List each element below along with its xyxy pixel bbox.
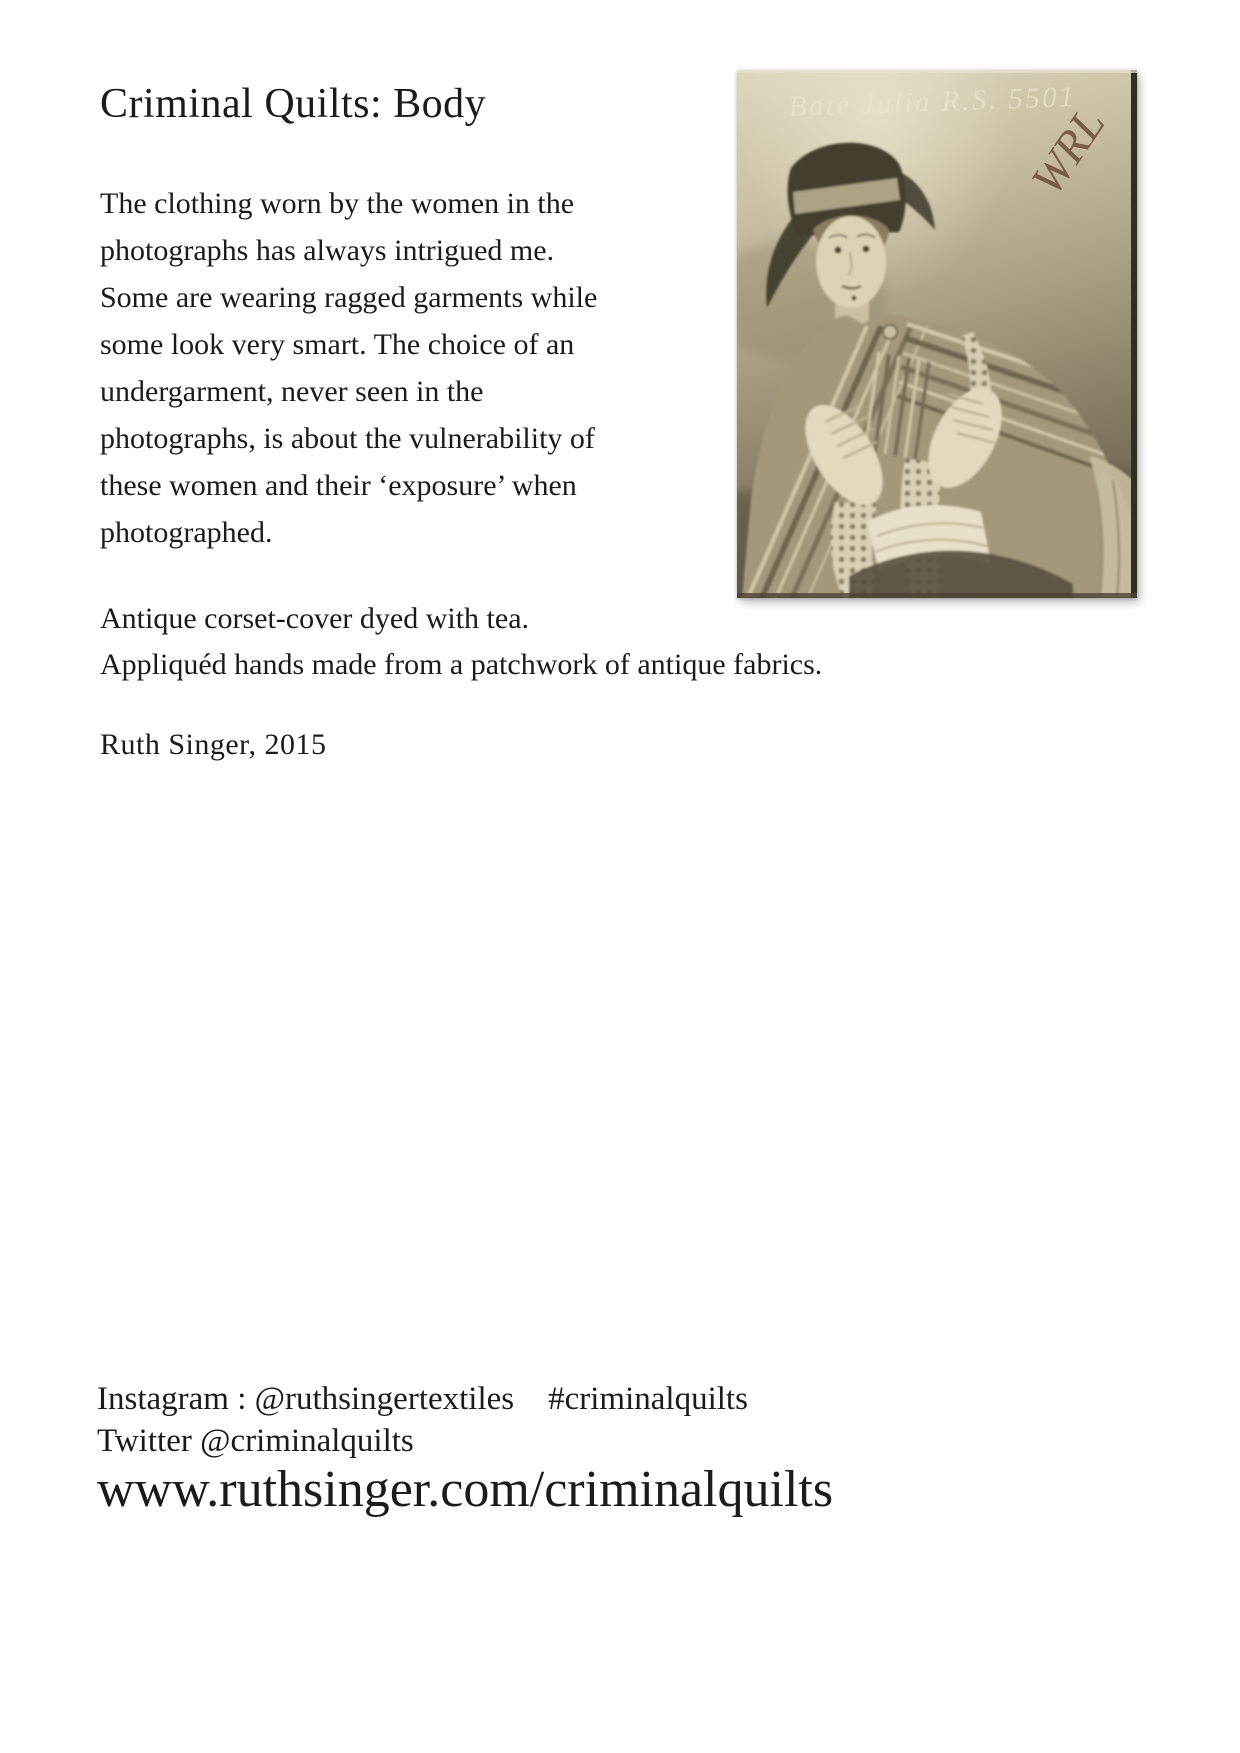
paragraph-line: undergarment, never seen in the	[100, 375, 484, 408]
photo-handwritten-label: Bate Julia R.S. 5501	[788, 80, 1077, 123]
footer-social	[97, 1378, 748, 1462]
brooch	[883, 325, 897, 339]
caption-line: Appliquéd hands made from a patchwork of antique fabrics.	[100, 648, 823, 681]
page-title: Criminal Quilts: Body	[100, 81, 487, 127]
hashtag: #criminalquilts	[548, 1381, 748, 1417]
paragraph-line: The clothing worn by the women in the	[100, 187, 575, 220]
vintage-photograph	[737, 70, 1137, 598]
caption-line: Antique corset-cover dyed with tea.	[100, 602, 530, 635]
intro-paragraph	[100, 180, 740, 556]
website-url: www.ruthsinger.com/criminalquilts	[97, 1461, 834, 1518]
paragraph-line: some look very smart. The choice of an	[100, 328, 575, 361]
paragraph-line: photographs has always intrigued me.	[100, 234, 555, 267]
twitter-line: Twitter @criminalquilts	[97, 1423, 414, 1459]
photo-initials: WRL	[1021, 98, 1115, 204]
paragraph-line: Some are wearing ragged garments while	[100, 281, 598, 314]
photo-illustration	[737, 70, 1137, 598]
instagram-handle: Instagram : @ruthsingertextiles	[97, 1381, 515, 1417]
byline: Ruth Singer, 2015	[100, 728, 327, 761]
photo-border-top	[737, 70, 1137, 73]
photo-border-right	[1131, 70, 1137, 598]
photo-border-bottom	[737, 593, 1137, 598]
artwork-caption	[100, 596, 920, 688]
paragraph-line: photographs, is about the vulnerability of	[100, 422, 595, 455]
instagram-line	[97, 1378, 748, 1420]
paragraph-line: photographed.	[100, 516, 273, 549]
paragraph-line: these women and their ‘exposure’ when	[100, 469, 577, 502]
